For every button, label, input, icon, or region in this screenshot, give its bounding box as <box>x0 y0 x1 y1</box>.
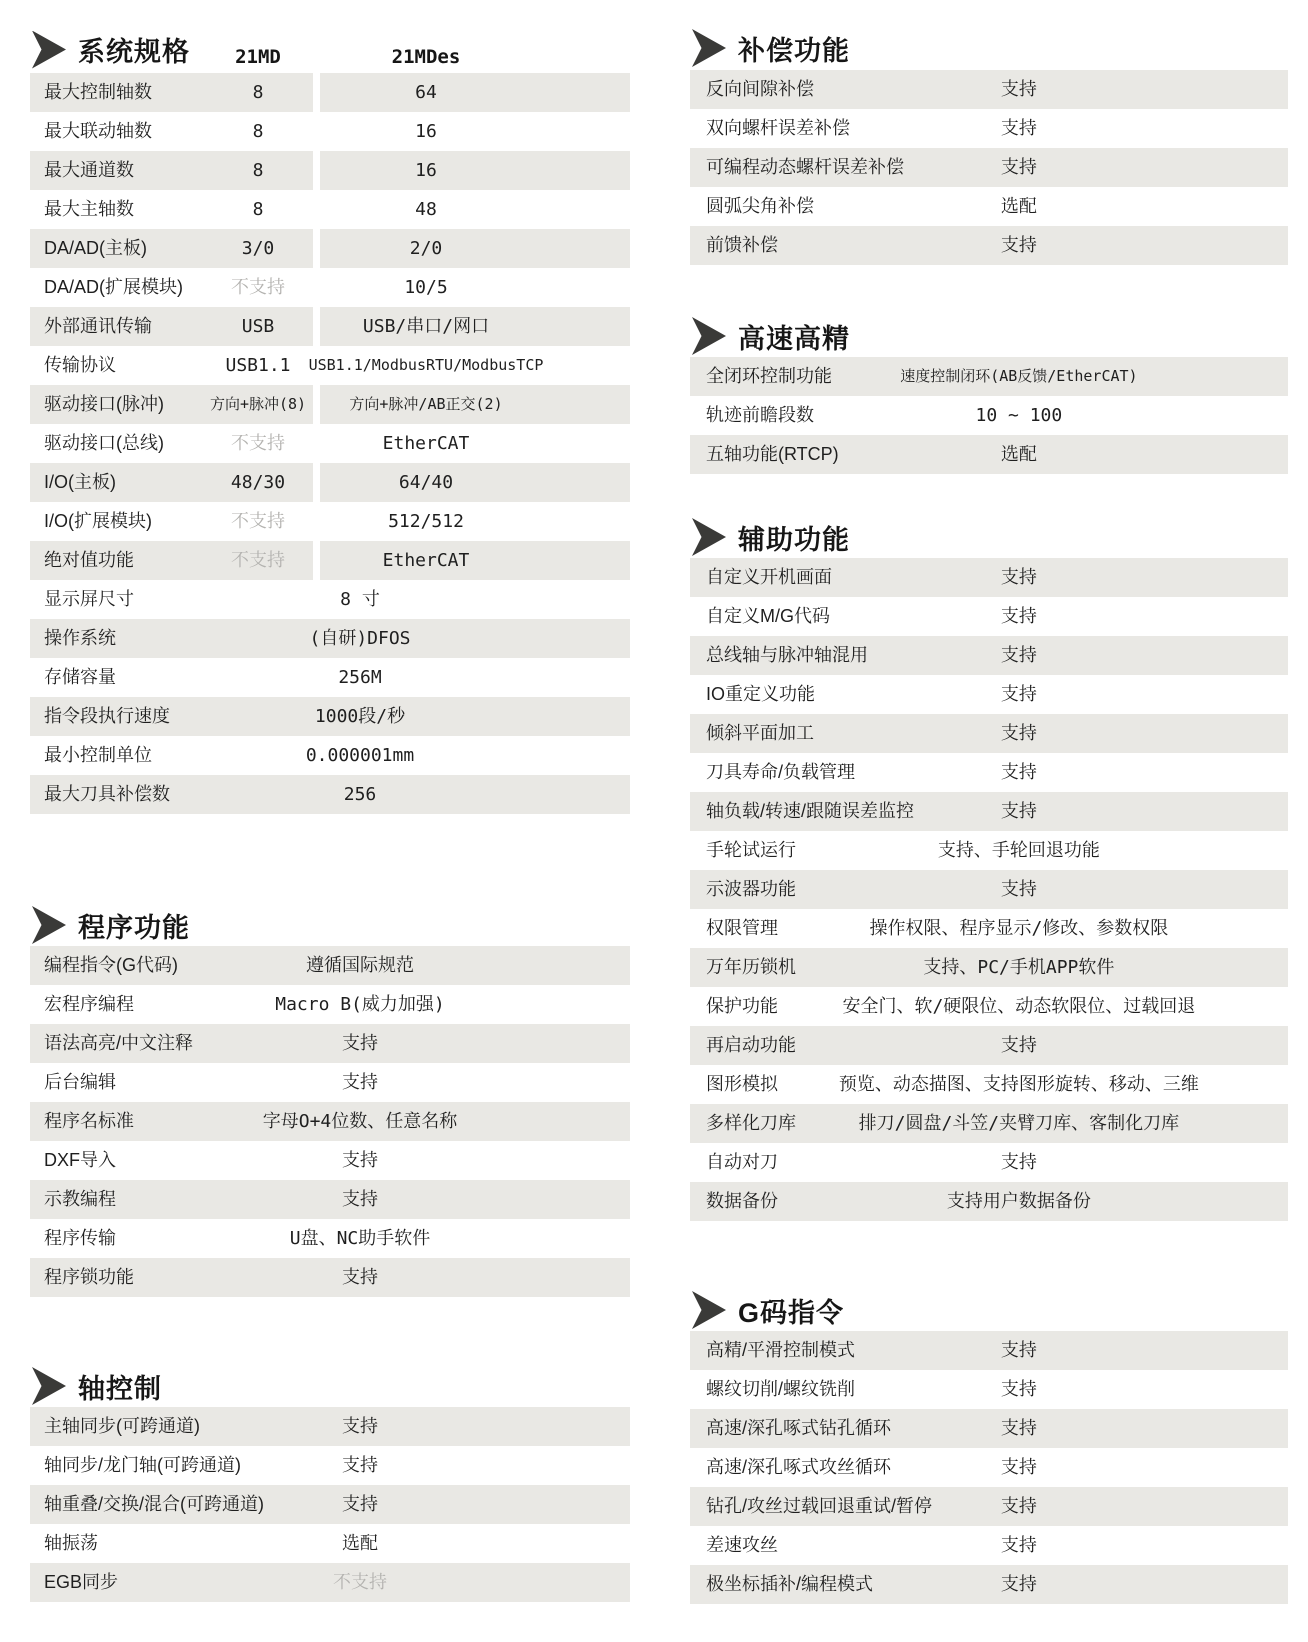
row-value: (自研)DFOS <box>309 628 411 649</box>
row-value-col2: EtherCAT <box>382 433 470 454</box>
left-section-1 <box>30 26 630 814</box>
row-label: 权限管理 <box>706 918 778 938</box>
row-value: 256 <box>343 784 377 805</box>
row-label: 总线轴与脉冲轴混用 <box>706 645 868 665</box>
row-label: 前馈补偿 <box>706 235 778 255</box>
row-value: 支持 <box>1000 1152 1037 1173</box>
section-header <box>30 1365 630 1407</box>
spec-row <box>690 435 1288 474</box>
row-value: 支持 <box>342 1494 378 1515</box>
row-value-col2: 16 <box>415 121 437 142</box>
row-label: 操作系统 <box>44 628 116 648</box>
row-label: 轴重叠/交换/混合(可跨通道) <box>44 1494 264 1514</box>
row-label: 程序名标准 <box>44 1111 134 1131</box>
spec-row <box>690 636 1288 675</box>
row-label: 显示屏尺寸 <box>44 589 134 609</box>
row-label: DA/AD(主板) <box>44 238 147 258</box>
row-value-col2: 64 <box>415 82 437 103</box>
section-title: 轴控制 <box>78 1373 162 1404</box>
row-value: 支持 <box>1000 1379 1037 1400</box>
spec-row <box>30 541 630 580</box>
row-value-col1: 48/30 <box>230 472 286 493</box>
row-value-col1: 8 <box>252 160 264 181</box>
column-divider <box>313 463 320 502</box>
row-value-col1: USB1.1 <box>225 355 291 376</box>
row-value-col2: EtherCAT <box>382 550 470 571</box>
row-label: 图形模拟 <box>706 1074 778 1094</box>
row-value-col2: USB1.1/ModbusRTU/ModbusTCP <box>308 356 544 374</box>
row-value: 1000段/秒 <box>314 706 406 727</box>
spec-row <box>690 1065 1288 1104</box>
row-label: 程序传输 <box>44 1228 116 1248</box>
section-rows <box>690 558 1288 1221</box>
row-value: 支持 <box>1000 235 1037 256</box>
row-value: 选配 <box>1000 196 1037 217</box>
spec-row <box>690 1104 1288 1143</box>
row-label: 再启动功能 <box>706 1035 796 1055</box>
column-divider <box>313 190 320 229</box>
row-value: 速度控制闭环(AB反馈/EtherCAT) <box>900 367 1138 385</box>
row-value-col1: 不支持 <box>231 277 285 298</box>
section-arrow-icon <box>32 31 66 69</box>
spec-row <box>30 697 630 736</box>
row-value-col1: 8 <box>252 82 264 103</box>
row-label: 万年历锁机 <box>706 957 796 977</box>
row-label: 外部通讯传输 <box>44 316 152 336</box>
row-label: 刀具寿命/负载管理 <box>706 762 856 782</box>
row-value: 支持用户数据备份 <box>946 1191 1091 1212</box>
spec-row <box>30 658 630 697</box>
row-value-col1: 8 <box>252 121 264 142</box>
row-value: 10 ~ 100 <box>975 405 1063 426</box>
row-label: 程序锁功能 <box>44 1267 134 1287</box>
right-section-3 <box>690 516 1288 1221</box>
spec-row <box>30 736 630 775</box>
row-value: 8 寸 <box>340 589 380 610</box>
row-value: 支持 <box>1000 879 1037 900</box>
column-header-21mdes: 21MDes <box>391 46 461 68</box>
row-value: 支持 <box>1000 1535 1037 1556</box>
spec-row <box>690 1143 1288 1182</box>
row-label: 轴负载/转速/跟随误差监控 <box>706 801 915 821</box>
row-label: 多样化刀库 <box>706 1113 796 1133</box>
row-value: 支持 <box>1000 1457 1037 1478</box>
spec-row <box>30 112 630 151</box>
row-value: 不支持 <box>333 1572 387 1593</box>
row-label: 最大通道数 <box>44 160 134 180</box>
spec-row <box>30 1446 630 1485</box>
column-divider <box>313 307 320 346</box>
spec-row <box>690 1487 1288 1526</box>
section-header <box>690 516 1288 558</box>
row-value: 支持 <box>342 1416 378 1437</box>
section-rows <box>30 1407 630 1602</box>
row-value: 支持 <box>1000 801 1037 822</box>
row-label: 编程指令(G代码) <box>44 955 178 975</box>
spec-row <box>30 307 630 346</box>
spec-row <box>30 946 630 985</box>
column-divider <box>313 424 320 463</box>
row-value-col2: 48 <box>415 199 437 220</box>
right-section-4 <box>690 1289 1288 1604</box>
left-column <box>30 0 630 1602</box>
spec-row <box>30 580 630 619</box>
spec-row <box>690 870 1288 909</box>
row-label: 圆弧尖角补偿 <box>706 196 814 216</box>
row-label: 五轴功能(RTCP) <box>706 444 839 464</box>
row-label: I/O(扩展模块) <box>44 511 152 531</box>
row-label: I/O(主板) <box>44 472 116 492</box>
spec-row <box>690 1448 1288 1487</box>
spec-row <box>30 1141 630 1180</box>
column-divider <box>313 73 320 112</box>
section-arrow-icon <box>32 1367 66 1405</box>
row-value: 支持 <box>1000 1418 1037 1439</box>
spec-row <box>690 1182 1288 1221</box>
row-value: 0.000001mm <box>305 745 415 766</box>
spec-row <box>30 151 630 190</box>
spec-row <box>690 70 1288 109</box>
row-label: 自定义M/G代码 <box>706 606 830 626</box>
spec-row <box>690 558 1288 597</box>
spec-row <box>690 1565 1288 1604</box>
row-label: 可编程动态螺杆误差补偿 <box>706 157 904 177</box>
row-label: 示波器功能 <box>706 879 796 899</box>
row-label: 最小控制单位 <box>44 745 152 765</box>
row-value-col1: 8 <box>252 199 264 220</box>
row-value: 支持 <box>1000 1340 1037 1361</box>
row-value: 支持 <box>1000 684 1037 705</box>
spec-row <box>30 73 630 112</box>
row-value-col2: 16 <box>415 160 437 181</box>
row-label: EGB同步 <box>44 1572 119 1592</box>
spec-row <box>30 1258 630 1297</box>
row-label: 最大刀具补偿数 <box>44 784 170 804</box>
row-value: 支持 <box>1000 1574 1037 1595</box>
row-value: Macro B(威力加强) <box>275 994 445 1015</box>
spec-row <box>30 502 630 541</box>
row-value-col2: 512/512 <box>388 511 464 532</box>
row-label: 轴振荡 <box>44 1533 98 1553</box>
section-rows <box>690 1331 1288 1604</box>
column-divider <box>313 112 320 151</box>
row-label: 高速/深孔啄式攻丝循环 <box>706 1457 891 1477</box>
row-value: 支持 <box>342 1150 378 1171</box>
row-value-col1: USB <box>241 316 275 337</box>
spec-row <box>690 987 1288 1026</box>
row-value-col2: 64/40 <box>398 472 454 493</box>
row-label: 存储容量 <box>44 667 116 687</box>
spec-row <box>690 1026 1288 1065</box>
spec-row <box>30 385 630 424</box>
row-value: 支持 <box>1000 118 1037 139</box>
spec-row <box>30 1407 630 1446</box>
row-label: 后台编辑 <box>44 1072 116 1092</box>
column-divider <box>313 385 320 424</box>
row-value-col2: 10/5 <box>404 277 448 298</box>
row-label: DXF导入 <box>44 1150 116 1170</box>
row-value: 预览、动态描图、支持图形旋转、移动、三维 <box>838 1074 1199 1095</box>
row-value: 256M <box>338 667 382 688</box>
spec-row <box>690 1409 1288 1448</box>
column-divider <box>313 151 320 190</box>
left-section-3 <box>30 1365 630 1602</box>
row-label: 高速/深孔啄式钻孔循环 <box>706 1418 891 1438</box>
spec-row <box>30 346 630 385</box>
row-value: 选配 <box>342 1533 378 1554</box>
row-value: 安全门、软/硬限位、动态软限位、过载回退 <box>842 996 1196 1017</box>
section-header <box>690 26 1288 70</box>
row-label: 轨迹前瞻段数 <box>706 405 814 425</box>
row-value: 支持 <box>342 1189 378 1210</box>
row-label: 最大控制轴数 <box>44 82 152 102</box>
row-value: 操作权限、程序显示/修改、参数权限 <box>869 918 1169 939</box>
row-label: 主轴同步(可跨通道) <box>44 1416 200 1436</box>
row-label: 双向螺杆误差补偿 <box>706 118 850 138</box>
row-value: 支持 <box>1000 1035 1037 1056</box>
row-value: 选配 <box>1000 444 1037 465</box>
row-label: 自定义开机画面 <box>706 567 832 587</box>
section-arrow-icon <box>692 1291 726 1329</box>
row-value: 支持 <box>342 1267 378 1288</box>
spec-row <box>30 463 630 502</box>
row-value-col2: 2/0 <box>409 238 443 259</box>
section-arrow-icon <box>692 29 726 67</box>
row-label: 驱动接口(总线) <box>44 433 164 453</box>
spec-row <box>690 792 1288 831</box>
spec-row <box>30 1063 630 1102</box>
spec-row <box>30 268 630 307</box>
row-value: 支持 <box>1000 645 1037 666</box>
spec-row <box>690 357 1288 396</box>
row-label: 语法高亮/中文注释 <box>44 1033 194 1053</box>
row-value: 遵循国际规范 <box>306 955 414 976</box>
row-label: 全闭环控制功能 <box>706 366 832 386</box>
spec-row <box>30 229 630 268</box>
spec-row <box>690 187 1288 226</box>
spec-row <box>690 714 1288 753</box>
section-header <box>690 1289 1288 1331</box>
row-label: 最大主轴数 <box>44 199 134 219</box>
row-value-col2: USB/串口/网口 <box>362 316 490 337</box>
row-value: 字母O+4位数、任意名称 <box>262 1111 458 1132</box>
spec-row <box>30 1219 630 1258</box>
right-section-2 <box>690 315 1288 474</box>
spec-row <box>690 148 1288 187</box>
row-value: U盘、NC助手软件 <box>289 1228 431 1249</box>
row-value: 支持 <box>1000 1496 1037 1517</box>
spec-row <box>690 109 1288 148</box>
row-label: 保护功能 <box>706 996 778 1016</box>
row-value: 支持 <box>1000 157 1037 178</box>
row-label: 钻孔/攻丝过载回退重试/暂停 <box>706 1496 933 1516</box>
row-value: 支持 <box>342 1455 378 1476</box>
section-rows <box>690 70 1288 265</box>
spec-row <box>30 190 630 229</box>
section-title: G码指令 <box>738 1297 845 1328</box>
column-divider <box>313 541 320 580</box>
row-value: 支持 <box>342 1072 378 1093</box>
section-arrow-icon <box>692 518 726 556</box>
section-rows <box>30 73 630 814</box>
row-value: 支持 <box>1000 762 1037 783</box>
left-section-2 <box>30 904 630 1297</box>
row-label: IO重定义功能 <box>706 684 816 704</box>
row-label: 最大联动轴数 <box>44 121 152 141</box>
row-value-col1: 不支持 <box>231 550 285 571</box>
row-label: 手轮试运行 <box>706 840 796 860</box>
section-arrow-icon <box>692 317 726 355</box>
row-value-col1: 方向+脉冲(8) <box>209 395 307 413</box>
row-label: 数据备份 <box>706 1191 778 1211</box>
row-value-col1: 不支持 <box>231 511 285 532</box>
spec-row <box>30 1485 630 1524</box>
spec-row <box>30 619 630 658</box>
spec-row <box>690 1331 1288 1370</box>
spec-row <box>690 1526 1288 1565</box>
spec-row <box>690 226 1288 265</box>
row-label: 螺纹切削/螺纹铣削 <box>706 1379 856 1399</box>
row-label: 宏程序编程 <box>44 994 134 1014</box>
column-divider <box>313 268 320 307</box>
spec-row <box>690 597 1288 636</box>
spec-row <box>690 675 1288 714</box>
row-label: 倾斜平面加工 <box>706 723 814 743</box>
spec-row <box>690 909 1288 948</box>
row-label: 自动对刀 <box>706 1152 778 1172</box>
row-value: 支持、手轮回退功能 <box>937 840 1100 861</box>
row-value: 支持 <box>342 1033 378 1054</box>
column-divider <box>313 502 320 541</box>
row-label: DA/AD(扩展模块) <box>44 277 183 297</box>
spec-row <box>30 1563 630 1602</box>
row-label: 驱动接口(脉冲) <box>44 394 164 414</box>
spec-row <box>690 753 1288 792</box>
section-title: 系统规格 <box>78 37 190 67</box>
section-header <box>30 26 630 73</box>
spec-row <box>30 985 630 1024</box>
right-column <box>690 0 1288 1604</box>
spec-row <box>30 1102 630 1141</box>
row-label: 示教编程 <box>44 1189 116 1209</box>
right-section-1 <box>690 26 1288 265</box>
section-title: 补偿功能 <box>738 35 850 66</box>
spec-row <box>30 1524 630 1563</box>
row-value: 支持 <box>1000 79 1037 100</box>
row-label: 传输协议 <box>44 355 116 375</box>
spec-row <box>30 1180 630 1219</box>
spec-row <box>690 948 1288 987</box>
row-label: 反向间隙补偿 <box>706 79 814 99</box>
spec-row <box>690 396 1288 435</box>
row-label: 高精/平滑控制模式 <box>706 1340 856 1360</box>
spec-row <box>690 831 1288 870</box>
section-header <box>690 315 1288 357</box>
section-header <box>30 904 630 946</box>
section-rows <box>690 357 1288 474</box>
row-label: 轴同步/龙门轴(可跨通道) <box>44 1455 241 1475</box>
row-label: 极坐标插补/编程模式 <box>706 1574 874 1594</box>
spec-row <box>30 424 630 463</box>
row-value-col1: 3/0 <box>241 238 275 259</box>
row-value: 支持、PC/手机APP软件 <box>923 957 1115 978</box>
row-label: 绝对值功能 <box>44 550 134 570</box>
section-rows <box>30 946 630 1297</box>
row-value-col1: 不支持 <box>231 433 285 454</box>
section-title: 辅助功能 <box>738 524 850 555</box>
row-value: 支持 <box>1000 567 1037 588</box>
row-value: 支持 <box>1000 606 1037 627</box>
section-arrow-icon <box>32 906 66 944</box>
row-label: 指令段执行速度 <box>44 706 170 726</box>
column-header-21md: 21MD <box>235 46 281 68</box>
section-title: 程序功能 <box>78 912 190 943</box>
spec-row <box>30 1024 630 1063</box>
spec-row <box>690 1370 1288 1409</box>
row-value-col2: 方向+脉冲/AB正交(2) <box>349 395 503 413</box>
row-value: 排刀/圆盘/斗笠/夹臂刀库、客制化刀库 <box>858 1113 1180 1134</box>
row-value: 支持 <box>1000 723 1037 744</box>
row-label: 差速攻丝 <box>706 1535 778 1555</box>
section-title: 高速高精 <box>738 323 850 354</box>
column-divider <box>313 229 320 268</box>
spec-row <box>30 775 630 814</box>
